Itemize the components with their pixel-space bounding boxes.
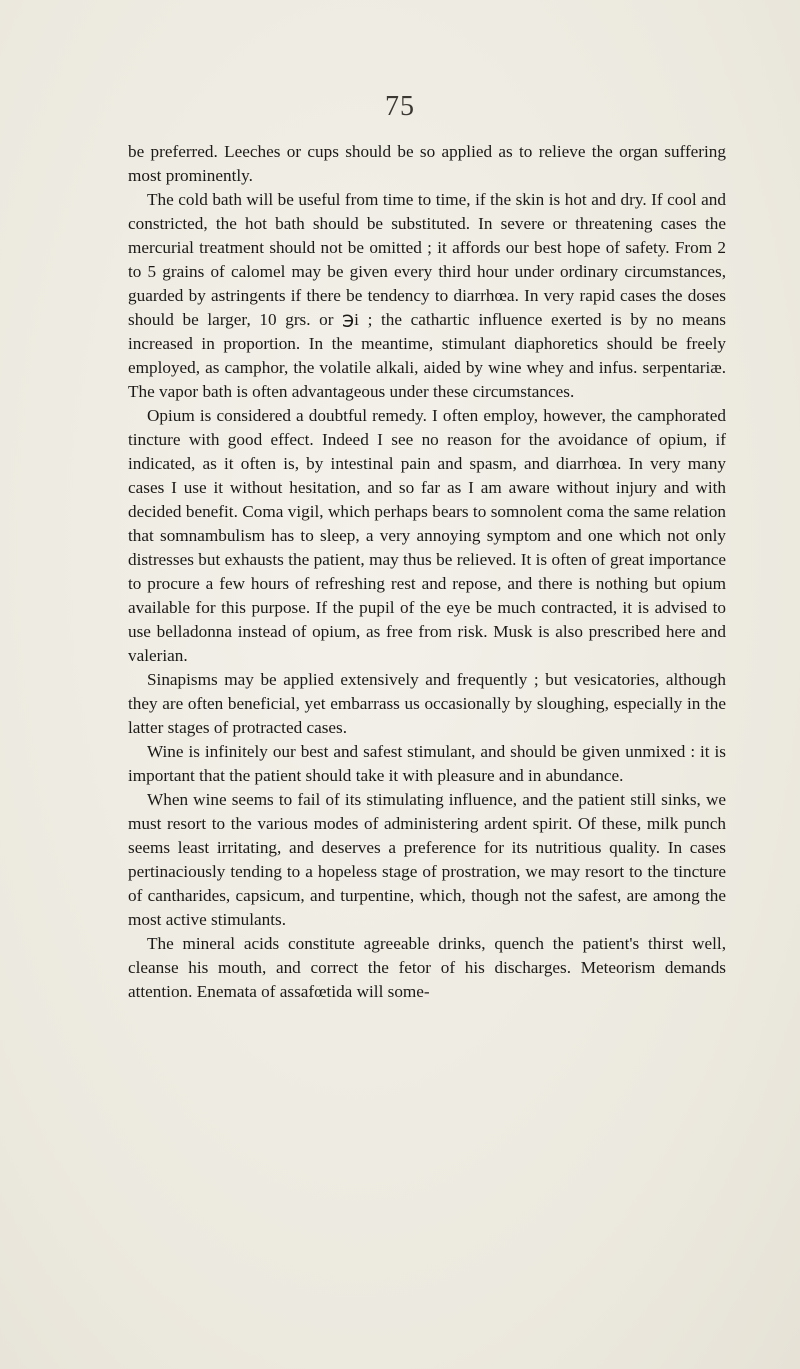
paragraph-4: Sinapisms may be applied extensively and frequently ; but vesicatories, although they are often beneficial, yet embarrass us occasionally by sloughing, especially in the latter stages of protracted cases. <box>128 670 726 737</box>
paragraph-2: The cold bath will be useful from time to time, if the skin is hot and dry. If cool and constricted, the hot bath should be substituted. In severe or threatening cases the mercurial treatment should not be omitted ; it affords our best hope of safety. From 2 to 5 grains of calomel may be given every third hour under ordinary circumstances, guarded by astringents if there be tendency to diarrhœa. In very rapid cases the doses should be larger, 10 grs. or ℈i ; the cathartic influence exerted is by no means increased in proportion. In the meantime, stimulant diaphoretics should be freely employed, as camphor, the volatile alkali, aided by wine whey and infus. serpentariæ. The vapor bath is often advantageous under these circumstances. <box>128 190 726 401</box>
paragraph-5: Wine is infinitely our best and safest stimulant, and should be given unmixed : it is important that the patient should take it with pleasure and in abundance. <box>128 742 726 785</box>
paragraph-1: be preferred. Leeches or cups should be so applied as to relieve the organ suffering most prominently. <box>128 142 726 185</box>
paragraph-7: The mineral acids constitute agreeable drinks, quench the patient's thirst well, cleanse his mouth, and correct the fetor of his discharges. Meteorism demands attention. Enemata of assafœtida will some- <box>128 934 726 1001</box>
paragraph-3: Opium is considered a doubtful remedy. I often employ, however, the camphorated tincture with good effect. Indeed I see no reason for the avoidance of opium, if indicated, as it often is, by intestinal pain and spasm, and diarrhœa. In very many cases I use it without hesitation, and so far as I am aware without injury and with decided benefit. Coma vigil, which perhaps bears to somnolent coma the same relation that somnambulism has to sleep, a very annoying symptom and one which not only distresses but exhausts the patient, may thus be relieved. It is often of great importance to procure a few hours of refreshing rest and repose, and there is nothing but opium available for this purpose. If the pupil of the eye be much contracted, it is advised to use belladonna instead of opium, as free from risk. Musk is also prescribed here and valerian. <box>128 406 726 665</box>
page-number: 75 <box>385 91 415 122</box>
body-text <box>128 140 726 1004</box>
paragraph-6: When wine seems to fail of its stimulating influence, and the patient still sinks, we must resort to the various modes of administering ardent spirit. Of these, milk punch seems least irritating, and deserves a preference for its nutritious quality. In cases pertinaciously tending to a hopeless stage of prostration, we may resort to the tincture of cantharides, capsicum, and turpentine, which, though not the safest, are among the most active stimulants. <box>128 790 726 929</box>
